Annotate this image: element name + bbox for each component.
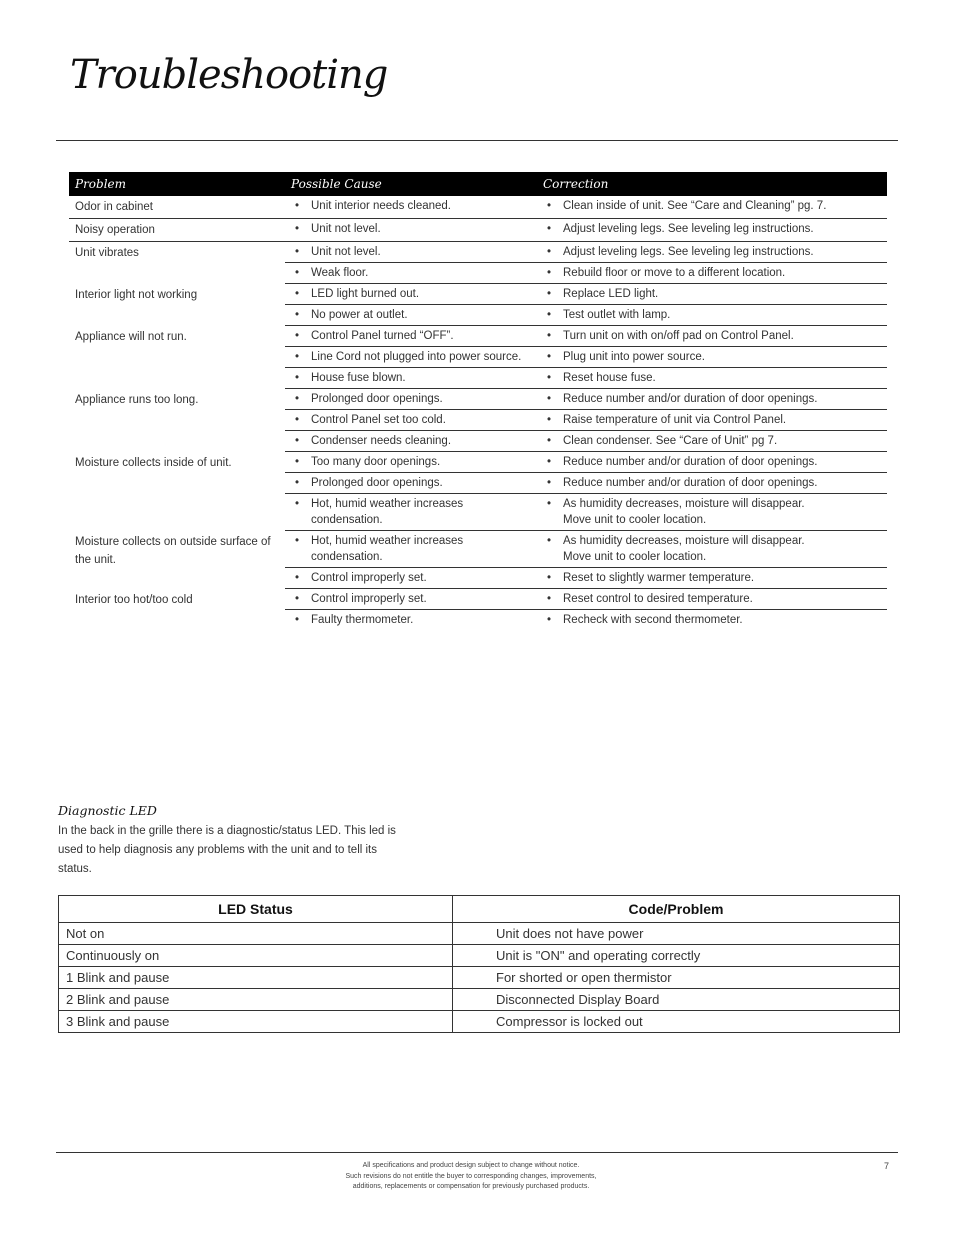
possible-cause-cell	[285, 347, 537, 368]
table-row	[69, 389, 887, 410]
bullet-icon	[543, 549, 563, 565]
bullet-text: Reduce number and/or duration of door openings.	[563, 477, 818, 489]
bullet-icon: •	[547, 572, 552, 584]
problem-cell: Appliance will not run.	[75, 330, 187, 343]
bullet-text: Hot, humid weather increases	[311, 535, 464, 547]
bullet-line	[291, 307, 531, 323]
correction-cell	[537, 431, 887, 452]
footer-line: All specifications and product design subject to change without notice.	[362, 1162, 580, 1169]
bullet-text: No power at outlet.	[311, 309, 408, 321]
led-row	[59, 1011, 900, 1033]
correction-cell	[537, 196, 887, 219]
bullet-text: Unit interior needs cleaned.	[311, 200, 451, 212]
bullet-line	[543, 244, 881, 260]
bullet-icon: •	[547, 246, 552, 258]
bullet-text: Replace LED light.	[563, 288, 659, 300]
bullet-icon: •	[295, 351, 300, 363]
bullet-icon: •	[547, 498, 552, 510]
bullet-text: LED light burned out.	[311, 288, 420, 300]
possible-cause-cell	[285, 389, 537, 410]
bullet-text: Faulty thermometer.	[311, 614, 414, 626]
problem-cell: Appliance runs too long.	[75, 393, 199, 406]
page-title: Troubleshooting	[70, 52, 388, 98]
correction-cell	[537, 452, 887, 473]
led-header-row	[59, 896, 900, 923]
bullet-icon: •	[295, 267, 300, 279]
bullet-line	[543, 349, 881, 365]
table-row	[69, 531, 887, 568]
troubleshooting-body	[69, 196, 887, 630]
bullet-text: Line Cord not plugged into power source.	[311, 351, 522, 363]
possible-cause-cell	[285, 242, 537, 263]
bullet-line	[291, 533, 531, 549]
possible-cause-cell	[285, 568, 537, 589]
bullet-line	[291, 570, 531, 586]
problem-header: Problem	[69, 172, 285, 196]
possible-cause-cell	[285, 284, 537, 305]
bullet-icon: •	[295, 614, 300, 626]
possible-cause-cell	[285, 410, 537, 431]
bullet-line	[543, 475, 881, 491]
bullet-icon: •	[295, 223, 300, 235]
bullet-text: Clean condenser. See “Care of Unit” pg 7.	[563, 435, 778, 447]
bullet-icon: •	[547, 414, 552, 426]
bullet-line	[291, 512, 531, 528]
led-row	[59, 945, 900, 967]
possible-cause-cell	[285, 610, 537, 631]
table-row	[69, 452, 887, 473]
bullet-icon: •	[547, 288, 552, 300]
bullet-text: Reset house fuse.	[563, 372, 656, 384]
problem-cell: Interior light not working	[75, 288, 198, 301]
problem-cell: Moisture collects on outside surface of the unit.	[75, 535, 271, 566]
bullet-icon: •	[295, 593, 300, 605]
led-status-cell: Not on	[59, 923, 453, 945]
footer-line: Such revisions do not entitle the buyer to corresponding changes, improvements,	[345, 1172, 597, 1180]
bullet-line	[291, 412, 531, 428]
page-number: 7	[884, 1161, 890, 1171]
bullet-line	[543, 221, 881, 237]
bullet-icon	[291, 549, 311, 565]
bullet-icon: •	[295, 288, 300, 300]
bullet-icon: •	[295, 309, 300, 321]
correction-cell	[537, 263, 887, 284]
footer-disclaimer	[270, 1161, 672, 1193]
bullet-text: Control improperly set.	[311, 572, 427, 584]
correction-cell	[537, 389, 887, 410]
led-row	[59, 923, 900, 945]
bullet-text: Prolonged door openings.	[311, 477, 443, 489]
bullet-icon: •	[547, 372, 552, 384]
correction-cell	[537, 284, 887, 305]
correction-cell	[537, 610, 887, 631]
problem-cell: Moisture collects inside of unit.	[75, 456, 232, 469]
bullet-icon: •	[295, 456, 300, 468]
possible-cause-cell	[285, 219, 537, 242]
bullet-icon: •	[547, 614, 552, 626]
bullet-line	[291, 370, 531, 386]
bullet-line	[543, 533, 881, 549]
correction-cell	[537, 326, 887, 347]
possible-cause-header: Possible Cause	[285, 172, 537, 196]
table-row	[69, 326, 887, 347]
table-row	[69, 219, 887, 242]
bullet-icon: •	[547, 456, 552, 468]
bullet-line	[291, 244, 531, 260]
problem-cell: Unit vibrates	[75, 247, 139, 259]
bullet-line	[543, 328, 881, 344]
bullet-icon: •	[547, 200, 552, 212]
bullet-icon: •	[295, 330, 300, 342]
bullet-icon: •	[295, 498, 300, 510]
led-status-cell: Continuously on	[59, 945, 453, 967]
bullet-line	[543, 307, 881, 323]
bullet-text: Unit not level.	[311, 223, 381, 235]
footer-line: additions, replacements or compensation for previously purchased products.	[352, 1183, 590, 1190]
bullet-text: Unit not level.	[311, 246, 381, 258]
table-row	[69, 242, 887, 263]
bullet-icon	[543, 512, 563, 528]
bullet-line	[543, 412, 881, 428]
bullet-line	[291, 349, 531, 365]
bullet-icon: •	[547, 223, 552, 235]
bullet-text: Reduce number and/or duration of door openings.	[563, 393, 818, 405]
led-row	[59, 967, 900, 989]
led-status-cell: 1 Blink and pause	[59, 967, 453, 989]
bullet-text: House fuse blown.	[311, 372, 406, 384]
bullet-line	[291, 549, 531, 565]
bullet-icon: •	[547, 435, 552, 447]
bullet-icon: •	[295, 414, 300, 426]
bullet-line	[291, 591, 531, 607]
possible-cause-cell	[285, 196, 537, 219]
bullet-text: Test outlet with lamp.	[563, 309, 671, 321]
correction-cell	[537, 219, 887, 242]
bullet-text: Reset to slightly warmer temperature.	[563, 572, 755, 584]
bullet-text: Plug unit into power source.	[563, 351, 705, 363]
bullet-icon: •	[547, 535, 552, 547]
bullet-text: Reset control to desired temperature.	[563, 593, 753, 605]
bullet-line	[291, 433, 531, 449]
bullet-icon: •	[295, 572, 300, 584]
possible-cause-cell	[285, 368, 537, 389]
bullet-line	[291, 391, 531, 407]
bullet-line	[291, 265, 531, 281]
bullet-text: As humidity decreases, moisture will disappear.	[563, 498, 805, 510]
correction-cell	[537, 531, 887, 568]
bullet-text: Condenser needs cleaning.	[311, 435, 452, 447]
bullet-line	[543, 570, 881, 586]
bullet-text: Control improperly set.	[311, 593, 427, 605]
code-problem-cell: For shorted or open thermistor	[453, 967, 900, 989]
bullet-line	[543, 433, 881, 449]
correction-cell	[537, 305, 887, 326]
possible-cause-cell	[285, 326, 537, 347]
bullet-text: Control Panel turned “OFF”.	[311, 330, 454, 342]
bullet-text: condensation.	[311, 551, 383, 563]
bullet-icon: •	[547, 351, 552, 363]
bullet-text: Hot, humid weather increases	[311, 498, 464, 510]
code-problem-header: Code/Problem	[453, 896, 900, 923]
bullet-icon: •	[295, 200, 300, 212]
bullet-icon: •	[295, 535, 300, 547]
bullet-icon: •	[547, 309, 552, 321]
bullet-line	[291, 198, 531, 214]
bullet-text: Turn unit on with on/off pad on Control Panel.	[563, 330, 794, 342]
bullet-icon: •	[295, 477, 300, 489]
footer-divider	[56, 1152, 898, 1153]
bullet-line	[291, 328, 531, 344]
bullet-line	[291, 496, 531, 512]
bullet-text: Control Panel set too cold.	[311, 414, 446, 426]
bullet-icon: •	[547, 393, 552, 405]
diagnostic-heading: Diagnostic LED	[58, 803, 157, 818]
bullet-line	[543, 198, 881, 214]
table-row	[69, 284, 887, 305]
bullet-line	[291, 612, 531, 628]
troubleshooting-table	[69, 172, 887, 630]
led-status-cell: 3 Blink and pause	[59, 1011, 453, 1033]
bullet-icon: •	[295, 435, 300, 447]
bullet-text: Adjust leveling legs. See leveling leg instructions.	[563, 246, 814, 258]
bullet-line	[543, 512, 881, 528]
possible-cause-cell	[285, 305, 537, 326]
code-problem-cell: Unit does not have power	[453, 923, 900, 945]
bullet-line	[543, 496, 881, 512]
bullet-text: Prolonged door openings.	[311, 393, 443, 405]
correction-cell	[537, 410, 887, 431]
bullet-line	[291, 475, 531, 491]
problem-cell: Interior too hot/too cold	[75, 593, 193, 606]
led-status-cell: 2 Blink and pause	[59, 989, 453, 1011]
possible-cause-cell	[285, 263, 537, 284]
bullet-text: Recheck with second thermometer.	[563, 614, 743, 626]
table-row	[69, 196, 887, 219]
possible-cause-cell	[285, 494, 537, 531]
bullet-icon: •	[547, 330, 552, 342]
bullet-icon: •	[295, 393, 300, 405]
bullet-line	[543, 286, 881, 302]
possible-cause-cell	[285, 589, 537, 610]
correction-cell	[537, 494, 887, 531]
bullet-icon: •	[295, 372, 300, 384]
bullet-line	[291, 221, 531, 237]
correction-cell	[537, 589, 887, 610]
bullet-text: Reduce number and/or duration of door openings.	[563, 456, 818, 468]
bullet-text: Move unit to cooler location.	[563, 514, 707, 526]
bullet-text: Weak floor.	[311, 267, 369, 279]
correction-cell	[537, 368, 887, 389]
diagnostic-description: In the back in the grille there is a diagnostic/status LED. This led is used to help diagnosis any problems with the unit and to tell its status.	[58, 825, 396, 875]
bullet-icon: •	[547, 477, 552, 489]
led-status-header: LED Status	[59, 896, 453, 923]
possible-cause-cell	[285, 531, 537, 568]
bullet-line	[291, 454, 531, 470]
bullet-icon: •	[547, 267, 552, 279]
bullet-text: Too many door openings.	[311, 456, 441, 468]
bullet-text: Clean inside of unit. See “Care and Cleaning” pg. 7.	[563, 200, 827, 212]
bullet-text: Move unit to cooler location.	[563, 551, 707, 563]
possible-cause-cell	[285, 431, 537, 452]
bullet-line	[543, 591, 881, 607]
bullet-icon: •	[547, 593, 552, 605]
bullet-icon	[291, 512, 311, 528]
led-row	[59, 989, 900, 1011]
bullet-text: Raise temperature of unit via Control Panel.	[563, 414, 787, 426]
correction-cell	[537, 568, 887, 589]
bullet-line	[543, 612, 881, 628]
correction-cell	[537, 242, 887, 263]
bullet-text: As humidity decreases, moisture will disappear.	[563, 535, 805, 547]
correction-header: Correction	[537, 172, 887, 196]
code-problem-cell: Compressor is locked out	[453, 1011, 900, 1033]
code-problem-cell: Unit is "ON" and operating correctly	[453, 945, 900, 967]
bullet-line	[543, 391, 881, 407]
possible-cause-cell	[285, 452, 537, 473]
correction-cell	[537, 473, 887, 494]
possible-cause-cell	[285, 473, 537, 494]
bullet-line	[543, 454, 881, 470]
problem-cell: Odor in cabinet	[69, 196, 285, 219]
bullet-text: Adjust leveling legs. See leveling leg instructions.	[563, 223, 814, 235]
troubleshooting-header-row	[69, 172, 887, 196]
bullet-line	[291, 286, 531, 302]
bullet-line	[543, 370, 881, 386]
led-status-table	[58, 895, 900, 1033]
problem-cell: Noisy operation	[69, 219, 285, 242]
bullet-text: condensation.	[311, 514, 383, 526]
code-problem-cell: Disconnected Display Board	[453, 989, 900, 1011]
title-divider	[56, 140, 898, 141]
bullet-line	[543, 265, 881, 281]
bullet-icon: •	[295, 246, 300, 258]
table-row	[69, 589, 887, 610]
bullet-text: Rebuild floor or move to a different location.	[563, 267, 786, 279]
correction-cell	[537, 347, 887, 368]
bullet-line	[543, 549, 881, 565]
